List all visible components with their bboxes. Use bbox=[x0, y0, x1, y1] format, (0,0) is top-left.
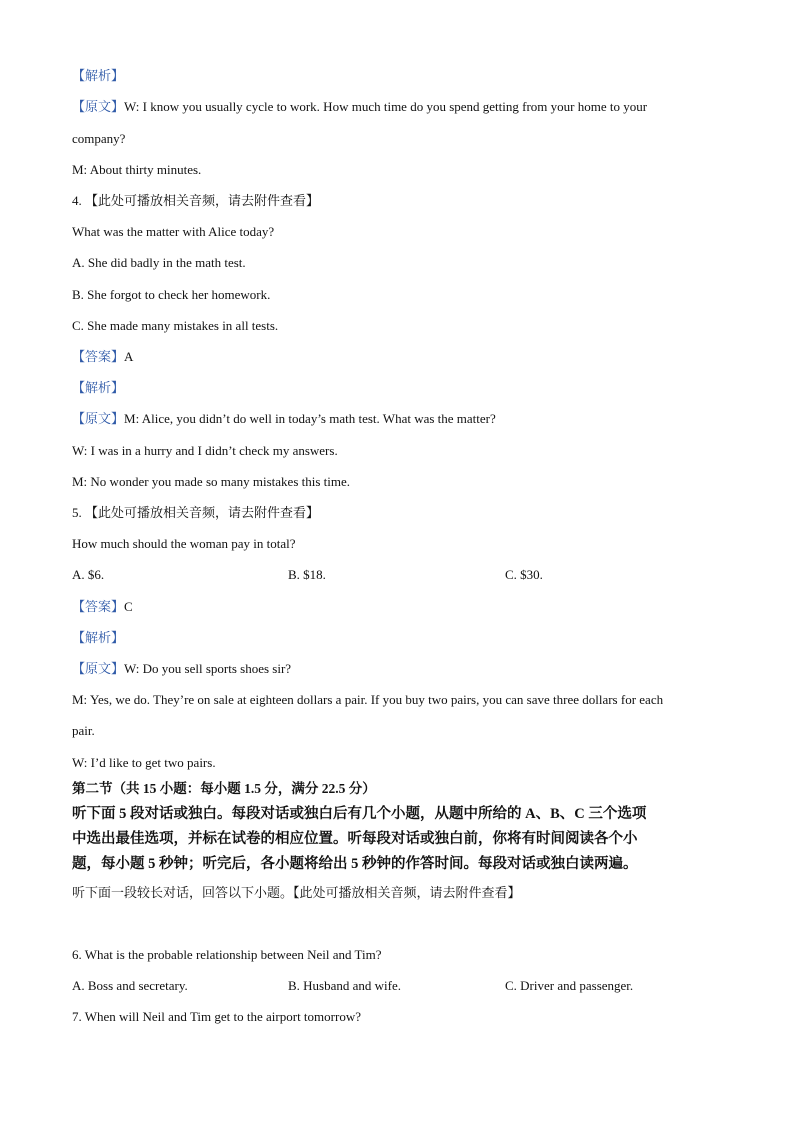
question-text: 7. When will Neil and Tim get to the airport tomorrow? bbox=[72, 1009, 361, 1024]
dialogue-line: M: Yes, we do. They’re on sale at eighteen dollars a pair. If you buy two pairs, you can save three dollars for each bbox=[72, 692, 664, 707]
transcript-tag: 【原文】 bbox=[72, 661, 125, 676]
question-audio-note: 5. 【此处可播放相关音频，请去附件查看】 bbox=[72, 505, 320, 520]
section-instructions-line: 听下面 5 段对话或独白。每段对话或独白后有几个小题，从题中所给的 A、B、C 三个选项 bbox=[72, 806, 647, 822]
transcript-line bbox=[72, 99, 647, 115]
transcript-tag: 【原文】 bbox=[72, 411, 125, 426]
option-a: A. $6. bbox=[72, 567, 105, 582]
answer-value: A bbox=[124, 349, 134, 364]
transcript-line bbox=[72, 411, 496, 427]
question-text: How much should the woman pay in total? bbox=[72, 536, 296, 551]
transcript-continuation: company? bbox=[72, 131, 126, 146]
answer-tag: 【答案】 bbox=[72, 349, 125, 364]
transcript-text: W: Do you sell sports shoes sir? bbox=[124, 661, 292, 676]
option-c: C. She made many mistakes in all tests. bbox=[72, 318, 279, 333]
transcript-line bbox=[72, 661, 291, 677]
dialogue-continuation: pair. bbox=[72, 723, 95, 738]
dialogue-line: W: I was in a hurry and I didn’t check my answers. bbox=[72, 443, 338, 458]
section-heading: 第二节（共 15 小题：每小题 1.5 分，满分 22.5 分） bbox=[72, 781, 376, 796]
analysis-tag: 【解析】 bbox=[72, 68, 125, 83]
question-text: What was the matter with Alice today? bbox=[72, 224, 275, 239]
analysis-tag: 【解析】 bbox=[72, 630, 125, 645]
transcript-text: M: Alice, you didn’t do well in today’s math test. What was the matter? bbox=[124, 411, 496, 426]
question-text: 6. What is the probable relationship between Neil and Tim? bbox=[72, 947, 382, 962]
answer-line bbox=[72, 349, 133, 365]
listen-note: 听下面一段较长对话，回答以下小题。【此处可播放相关音频，请去附件查看】 bbox=[72, 885, 521, 900]
analysis-tag: 【解析】 bbox=[72, 380, 125, 395]
answer-value: C bbox=[124, 599, 133, 614]
section-instructions-line: 题，每小题 5 秒钟；听完后，各小题将给出 5 秒钟的作答时间。每段对话或独白读两遍。 bbox=[72, 856, 638, 872]
dialogue-line: M: No wonder you made so many mistakes this time. bbox=[72, 474, 351, 489]
transcript-text: W: I know you usually cycle to work. How much time do you spend getting from your home to your bbox=[124, 99, 648, 114]
dialogue-line: M: About thirty minutes. bbox=[72, 162, 202, 177]
option-b: B. $18. bbox=[288, 567, 326, 582]
option-c: C. $30. bbox=[505, 567, 543, 582]
section-instructions-line: 中选出最佳选项，并标在试卷的相应位置。听每段对话或独白前，你将有时间阅读各个小 bbox=[72, 831, 638, 847]
answer-line bbox=[72, 599, 133, 615]
option-b: B. She forgot to check her homework. bbox=[72, 287, 271, 302]
question-audio-note: 4. 【此处可播放相关音频，请去附件查看】 bbox=[72, 193, 320, 208]
answer-tag: 【答案】 bbox=[72, 599, 125, 614]
option-a: A. Boss and secretary. bbox=[72, 978, 188, 993]
option-a: A. She did badly in the math test. bbox=[72, 255, 246, 270]
dialogue-line: W: I’d like to get two pairs. bbox=[72, 755, 216, 770]
option-c: C. Driver and passenger. bbox=[505, 978, 634, 993]
transcript-tag: 【原文】 bbox=[72, 99, 125, 114]
option-b: B. Husband and wife. bbox=[288, 978, 402, 993]
